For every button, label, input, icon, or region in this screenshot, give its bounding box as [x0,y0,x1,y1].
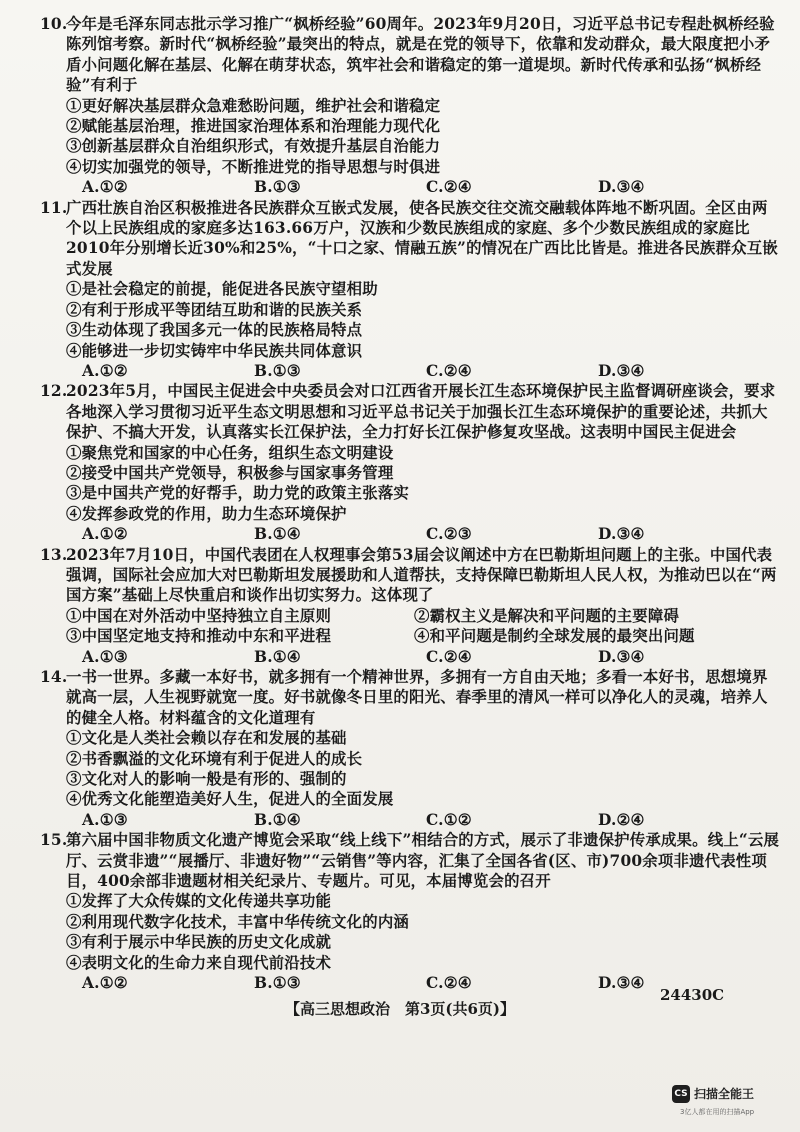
statement: ③是中国共产党的好帮手，助力党的政策主张落实 [66,484,409,503]
answer-option[interactable]: B.①④ [254,810,301,829]
question-number: 12. [40,382,68,401]
answer-option[interactable]: C.②④ [426,647,472,666]
question-stem [40,545,780,606]
question-stem [40,198,780,280]
statement-row [66,626,780,646]
statement: ①是社会稳定的前提，能促进各民族守望相助 [66,280,378,299]
answer-option[interactable]: D.③④ [598,647,645,666]
question-number: 10. [40,15,68,33]
question-12 [40,381,780,544]
statement: ③文化对人的影响一般是有形的、强制的 [66,770,347,789]
question-list [40,14,780,994]
answer-option[interactable]: D.③④ [598,361,645,380]
answer-option[interactable]: D.③④ [598,525,645,544]
answer-option[interactable]: C.②④ [426,361,472,380]
question-text: 广西壮族自治区积极推进各民族群众互嵌式发展，使各民族交往交流交融载体阵地不断巩固。全区由两个以上民族组成的家庭多达163.66万户，汉族和少数民族组成的家庭、多个少数民族组成的家庭比2010年分别增长近30%和25%，“十口之家、情融五族”的情况在广西比比皆是。推进各民族群众互嵌式发展 [66,198,778,278]
answer-option[interactable]: C.①② [426,810,472,829]
question-number: 15. [40,831,68,850]
watermark-subtitle: 3亿人都在用的扫描App [680,1108,755,1116]
statement-row [66,606,780,626]
statement: ③创新基层群众自治组织形式，有效提升基层自治能力 [66,137,441,156]
answer-option[interactable]: D.②④ [598,810,645,829]
statement: ①中国在对外活动中坚持独立自主原则 [66,606,332,625]
answer-option[interactable]: B.①④ [254,647,301,666]
statement: ①更好解决基层群众急难愁盼问题，维护社会和谐稳定 [66,96,441,115]
answer-option[interactable]: B.①③ [254,361,301,380]
answer-options [82,524,780,544]
statement: ②接受中国共产党领导，积极参与国家事务管理 [66,463,394,482]
answer-option[interactable]: B.①③ [254,178,301,197]
statement: ③中国坚定地支持和推动中东和平进程 [66,627,332,646]
answer-option[interactable]: A.①③ [82,810,128,829]
camscanner-logo-icon: CS [672,1085,690,1103]
answer-option[interactable]: A.①② [82,974,128,993]
statement: ④优秀文化能塑造美好人生，促进人的全面发展 [66,790,394,809]
statement: ④发挥参政党的作用，助力生态环境保护 [66,504,347,523]
statement: ②赋能基层治理，推进国家治理体系和治理能力现代化 [66,117,441,136]
answer-options [82,810,780,830]
answer-option[interactable]: A.①② [82,178,128,197]
question-text: 第六届中国非物质文化遗产博览会采取“线上线下”相结合的方式，展示了非遗保护传承成果。线上“云展厅、云赏非遗”“展播厅、非遗好物”“云销售”等内容，汇集了全国各省(区、市)700余项非遗代表性项目，400余部非遗题材相关纪录片、专题片。可见，本届博览会的召开 [66,831,780,891]
statement: ②书香飘溢的文化环境有利于促进人的成长 [66,749,363,768]
question-stem [40,381,780,442]
answer-option[interactable]: A.①② [82,525,128,544]
answer-option[interactable]: A.①③ [82,647,128,666]
statement: ④和平问题是制约全球发展的最突出问题 [414,627,695,646]
scanner-watermark [672,1082,792,1122]
question-text: 一书一世界。多藏一本好书，就多拥有一个精神世界，多拥有一方自由天地；多看一本好书，思想境界就高一层，人生视野就宽一度。好书就像冬日里的阳光、春季里的清风一样可以净化人的灵魂，培养人的健全人格。材料蕴含的文化道理有 [66,668,768,727]
watermark-name: 扫描全能王 [694,1087,755,1101]
question-13 [40,545,780,667]
question-number: 11. [40,198,68,217]
statement: ①发挥了大众传媒的文化传递共享功能 [66,892,332,911]
answer-options [82,647,780,667]
question-14 [40,667,780,830]
answer-option[interactable]: A.①② [82,361,128,380]
answer-option[interactable]: C.②④ [426,178,472,197]
question-number: 14. [40,668,68,686]
page-footer [0,986,800,1022]
statement: ②利用现代数字化技术，丰富中华传统文化的内涵 [66,912,409,931]
question-10 [40,14,780,198]
answer-option[interactable]: C.②④ [426,974,472,993]
statement: ④表明文化的生命力来自现代前沿技术 [66,953,332,972]
question-stem [40,830,780,891]
answer-option[interactable]: C.②③ [426,525,472,544]
statement: ③有利于展示中华民族的历史文化成就 [66,933,332,952]
statement: ①聚焦党和国家的中心任务，组织生态文明建设 [66,443,394,462]
answer-option[interactable]: B.①④ [254,525,301,544]
answer-option[interactable]: D.③④ [598,974,645,993]
answer-options [82,361,780,381]
answer-option[interactable]: D.③④ [598,178,645,197]
statement: ②霸权主义是解决和平问题的主要障碍 [414,606,680,625]
question-text: 2023年5月，中国民主促进会中央委员会对口江西省开展长江生态环境保护民主监督调研座谈会，要求各地深入学习贯彻习近平生态文明思想和习近平总书记关于加强长江生态环境保护的重要论述，共抓大保护、不搞大开发，认真落实长江保护法，全力打好长江保护修复攻坚战。这表明中国民主促进会 [66,382,776,442]
question-text: 今年是毛泽东同志批示学习推广“枫桥经验”60周年。2023年9月20日，习近平总书记专程赴枫桥经验陈列馆考察。新时代“枫桥经验”最突出的特点，就是在党的领导下，依靠和发动群众，最大限度把小矛盾小问题化解在基层、化解在萌芽状态，筑牢社会和谐稳定的第一道堤坝。新时代传承和弘扬“枫桥经验”有利于 [66,15,775,95]
question-number: 13. [40,545,68,564]
footer-title: 【高三思想政治 第3页(共6页)】 [284,1000,516,1018]
statement: ④能够进一步切实铸牢中华民族共同体意识 [66,341,363,360]
statement: ②有利于形成平等团结互助和谐的民族关系 [66,300,363,319]
answer-options [82,177,780,197]
question-stem [40,14,780,96]
answer-option[interactable]: B.①③ [254,974,301,993]
question-11 [40,198,780,382]
statement: ④切实加强党的领导，不断推进党的指导思想与时俱进 [66,157,441,176]
question-stem [40,667,780,728]
paper-code: 24430C [660,986,725,1004]
question-15 [40,830,780,993]
statement: ③生动体现了我国多元一体的民族格局特点 [66,321,363,340]
statement: ①文化是人类社会赖以存在和发展的基础 [66,729,347,748]
question-text: 2023年7月10日，中国代表团在人权理事会第53届会议阐述中方在巴勒斯坦问题上的主张。中国代表强调，国际社会应加大对巴勒斯坦发展援助和人道帮扶，支持保障巴勒斯坦人民人权，为推动巴以在“两国方案”基础上尽快重启和谈作出切实努力。这体现了 [66,545,777,605]
